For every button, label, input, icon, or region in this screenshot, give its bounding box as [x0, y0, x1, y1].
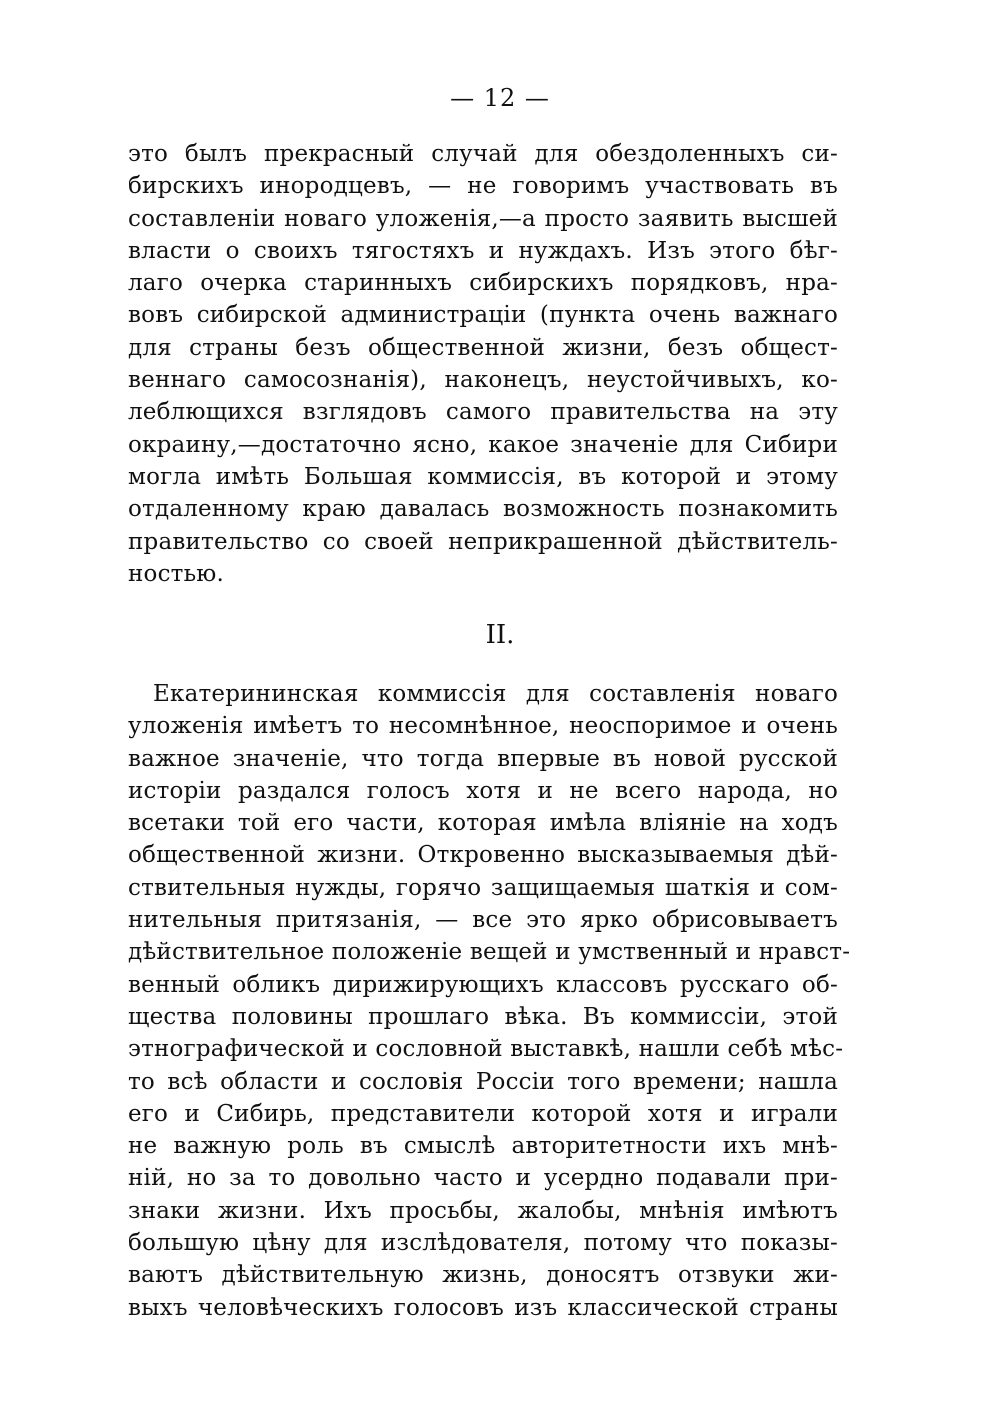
- text-line: веннаго самосознанія), наконецъ, неустойчивыхъ, ко-: [128, 367, 838, 394]
- text-line: ваютъ дѣйствительную жизнь, доносятъ отзвуки жи-: [128, 1262, 838, 1289]
- text-line: ностью.: [128, 560, 225, 587]
- text-line: нительныя притязанія, — все это ярко обрисовываетъ: [128, 907, 838, 934]
- text-line: уложенія имѣетъ то несомнѣнное, неоспоримое и очень: [128, 713, 838, 740]
- text-line: выхъ человѣческихъ голосовъ изъ классической страны: [128, 1294, 838, 1321]
- page-number: — 12 —: [450, 84, 550, 112]
- text-line: лаго очерка старинныхъ сибирскихъ порядковъ, нра-: [128, 270, 838, 297]
- text-line: этнографической и сословной выставкѣ, нашли себѣ мѣс-: [128, 1036, 844, 1063]
- text-line: не важную роль въ смыслѣ авторитетности ихъ мнѣ-: [128, 1133, 838, 1160]
- text-line: бирскихъ инородцевъ, — не говоримъ участвовать въ: [128, 173, 838, 200]
- text-line: общественной жизни. Откровенно высказываемыя дѣй-: [128, 842, 838, 869]
- text-line: ствительныя нужды, горячо защищаемыя шаткія и сом-: [128, 874, 838, 901]
- paragraph-2: [128, 678, 851, 1324]
- text-line: вовъ сибирской администраціи (пункта очень важнаго: [128, 302, 838, 329]
- paragraph-1: [128, 138, 838, 590]
- text-line: правительство со своей неприкрашенной дѣйствитель-: [128, 528, 838, 555]
- text-line: важное значеніе, что тогда впервые въ новой русской: [128, 745, 838, 772]
- text-line: его и Сибирь, представители которой хотя и играли: [128, 1100, 838, 1127]
- text-line: всетаки той его части, которая имѣла вліяніе на ходъ: [128, 810, 838, 837]
- text-line: власти о своихъ тягостяхъ и нуждахъ. Изъ этого бѣг-: [128, 237, 838, 264]
- section-heading: II.: [485, 620, 515, 650]
- text-line: леблющихся взглядовъ самого правительства на эту: [128, 399, 838, 426]
- text-line: венный обликъ дирижирующихъ классовъ русскаго об-: [128, 971, 838, 998]
- text-line: Екатерининская коммиссія для составленія новаго: [153, 681, 838, 707]
- text-line: составленіи новаго уложенія,—а просто заявить высшей: [128, 205, 838, 232]
- text-line: дѣйствительное положеніе вещей и умственный и нравст-: [128, 939, 851, 966]
- text-line: ній, но за то довольно часто и усердно подавали при-: [128, 1165, 838, 1192]
- text-line: могла имѣть Большая коммиссія, въ которой и этому: [128, 463, 838, 490]
- text-line: знаки жизни. Ихъ просьбы, жалобы, мнѣнія имѣютъ: [128, 1197, 838, 1224]
- text-line: щества половины прошлаго вѣка. Въ коммиссіи, этой: [128, 1003, 838, 1030]
- text-line: исторіи раздался голосъ хотя и не всего народа, но: [128, 777, 838, 804]
- text-line: для страны безъ общественной жизни, безъ общест-: [128, 334, 838, 361]
- text-line: окраину,—достаточно ясно, какое значеніе для Сибири: [128, 431, 838, 458]
- text-line: большую цѣну для изслѣдователя, потому что показы-: [128, 1230, 838, 1257]
- text-line: это былъ прекрасный случай для обездоленныхъ си-: [128, 141, 838, 167]
- text-line: то всѣ области и сословія Россіи того времени; нашла: [128, 1068, 838, 1095]
- text-line: отдаленному краю давалась возможность познакомить: [128, 496, 838, 523]
